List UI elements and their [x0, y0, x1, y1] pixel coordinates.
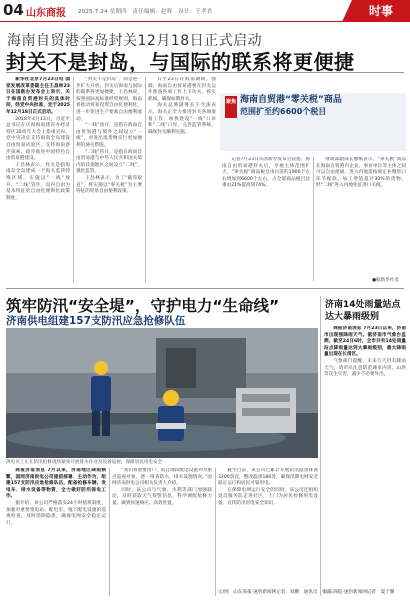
- story1-paragraph: “封关不是封岛”，而是进一步扩大开放。封关后海南与国际的联系将更加便捷。王昌林说，按照国际高标准经贸规则，海南将推动贸易投资自由化便利化，进一步促进生产要素自由便利流动。: [76, 77, 142, 122]
- story2-column-2: [112, 468, 212, 596]
- story1-paragraph: 2018年4月13日，习近平总书记在庆祝海南建省办经济特区30周年大会上郑重宣布，党中央决定支持海南全岛建设自由贸易试验区，支持海南逐步探索、稳步推进中国特色自由贸易港建设。: [6, 116, 70, 162]
- column-divider: [73, 77, 74, 282]
- story2-column-1: [6, 468, 106, 596]
- paper-name: 山东商报: [26, 8, 66, 19]
- masthead: [0, 0, 410, 22]
- brief-subtitle: 达大暴雨级别: [325, 312, 380, 322]
- column-divider: [320, 296, 321, 596]
- brief-text: [324, 326, 406, 584]
- story2-credit: 文/图 山东商报·速豹新闻网记者 刘鹏 通讯员 张玉: [218, 590, 332, 595]
- sidebox-column-2: [316, 157, 406, 275]
- story1-kicker: 海南自贸港全岛封关12月18日正式启动: [7, 33, 263, 49]
- story1-column-1: [6, 77, 70, 282]
- brief-paragraph: 气象部门提醒，未来几天仍有降雨天气，请市民注意防范城市内涝、山洪等次生灾害，减少不必要外出。: [324, 358, 406, 378]
- date-line: 2025.7.24 星期四 责任编辑：赵辉 设计：王孝君: [78, 9, 213, 15]
- story2-subhead: 济南供电组建157支防汛应急抢修队伍: [6, 315, 186, 327]
- story1-paragraph: 日至23日在海南调研，强调，海南自由贸易港要在封关运作准备各项工作上下功夫，抓实抓细，确保如期封关。: [148, 77, 216, 102]
- sidebox-paragraph: 记者7月23日从国新办发布会获悉，海南自由贸易港封关后，享惠主体范围扩大，“零关税”商品税目由目前的1900个左右增加到6600个左右，占全部商品税目比重由21%提高到74%。: [222, 157, 310, 189]
- page-number: 04: [3, 1, 24, 19]
- brief-credit: 山东商报·速豹新闻网记者 夏于馨: [324, 590, 395, 595]
- story1-paragraph: 王昌林表示，封关是指海南岛全岛建成一个海关监管特殊区域，实施以“一线”放开、“二线”管住、岛内自由为基本特征的自由化便利化政策制度。: [6, 162, 70, 201]
- column-divider: [145, 77, 146, 282]
- story1-paragraph: 王昌林表示，为了“截弯取直”，将实施以“零关税”为主要特征的贸易自由便利政策。: [76, 175, 142, 195]
- sidebox-title: 海南自贸港“零关税”商品: [240, 95, 342, 105]
- story2-headline: 筑牢防汛“安全堤”，守护电力“生命线”: [6, 297, 280, 315]
- story2-paragraph: 商报济南消息 7月以来，济南地区降雨频繁，国网济南供电公司提前部署、主动作为，组建157支防汛应急抢修队伍，配备抢修车辆、发电车、排水设备等物资，全力做好防汛保电工作。: [6, 468, 106, 500]
- photo-caption: 供电员工正在防汛抢修现场紧张开展排水作业及设备巡视，保障居民用电安全: [6, 460, 163, 465]
- story1-column-3: [148, 77, 216, 282]
- column-divider: [109, 468, 110, 596]
- sidebox-label: 聚焦: [225, 96, 237, 118]
- story1-column-2: [76, 77, 142, 282]
- story1-paragraph: 新华社北京7月23日电 国家发展改革委副主任王昌林23日在国新办发布会上表示，关于海南自贸港封关的具体时间，经党中央批准，定于2025年12月18日正式启动。: [6, 77, 70, 115]
- story1-paragraph: “一线”放开，是指在海南自由贸易港与境外之间设立“一线”，对进出境货物实行更加便利的通关措施。: [76, 123, 142, 148]
- column-divider: [313, 157, 314, 281]
- column-divider: [215, 468, 216, 596]
- story1-paragraph: 海关总署副署长王令浚表示，海关正全力推进封关各项准备工作，加快建设“一线”口岸和“二线”口岸，完善监管系统，确保封关顺利实施。: [148, 103, 216, 135]
- rescue-photo-illustration: [6, 328, 318, 458]
- sidebox-column-1: [222, 157, 310, 281]
- headline-rule: [6, 72, 404, 73]
- story1-paragraph: “二线”管住，是指在海南自由贸易港与中华人民共和国关境内的其他地区之间设立“二线”，强化监管。: [76, 149, 142, 175]
- section-badge: 时事: [352, 0, 410, 22]
- story2-paragraph: “我们将重要用户、低洼地段配电设施列为重点巡视对象，逐一排查防水、排水设施情况。”国网济南供电公司相关负责人介绍。: [112, 468, 212, 487]
- story2-paragraph: 截至目前，该公司已累计开展防汛隐患排查3200余次，整改隐患186处，确保汛期电网安全稳定运行和居民可靠用电。: [218, 468, 318, 487]
- section-rule: [6, 288, 404, 289]
- brief-paragraph: 商报济南消息 7月23日以来，济南市出现强降雨天气。据济南市气象台监测，截至24日6时，全市共有14处雨量站点降雨量达到大暴雨级别，最大降雨量出现在长清区。: [324, 326, 406, 358]
- story2-column-3: [218, 468, 318, 586]
- story2-paragraph: 据介绍，该公司严格落实24小时值班制度，加强对重要变电站、配电室、地下配电设施的巡视检查，及时消除隐患，确保电网安全稳定运行。: [6, 500, 106, 526]
- sidebox-subtitle: 范围扩至约6600个税目: [240, 107, 327, 116]
- brief-title: 济南14处雨量站点: [325, 300, 401, 310]
- rescue-photo: [6, 328, 318, 458]
- story2-paragraph: 同时，该公司与气象、水利等部门加强联动，及时获取天气预警信息，科学调配抢修力量，做到快速响应、高效处置。: [112, 487, 212, 506]
- story2-paragraph: 在保障电网运行安全的同时，该公司还组织党员服务队走进社区，上门为居民检修用电设备，宣传防汛用电安全知识。: [218, 487, 318, 506]
- sidebox-paragraph: 财政部副部长廖岷表示，“零关税”商品在海南自贸港内企业、事业单位等主体之间可以自由流通，进入内地需按规定补缴进口环节税款。加工增值超过30%的货物，经“二线”进入内地免征进口关税。: [316, 157, 406, 189]
- sidebox-credit: ●据新华社电: [372, 278, 399, 283]
- story1-headline: 封关不是封岛，与国际的联系将更便捷: [6, 50, 355, 74]
